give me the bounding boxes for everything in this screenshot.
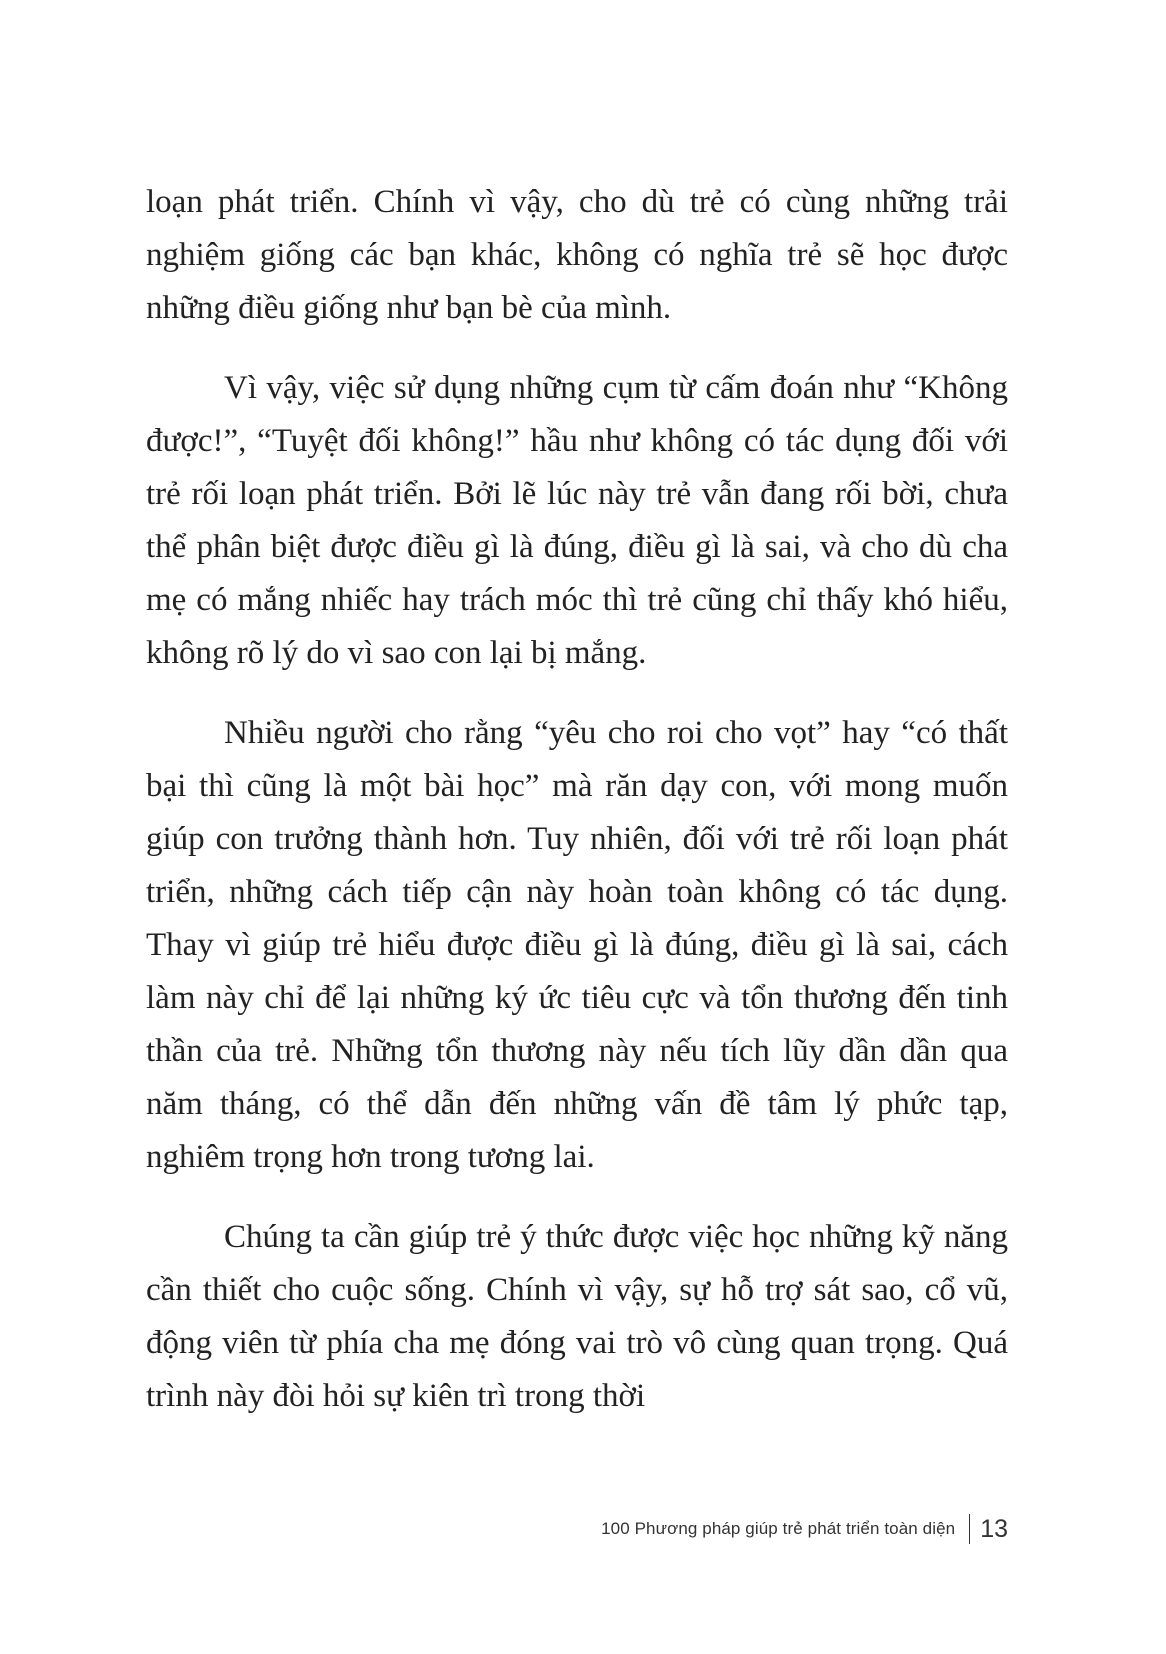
running-title: 100 Phương pháp giúp trẻ phát triển toàn diện (601, 1519, 956, 1538)
paragraph: Vì vậy, việc sử dụng những cụm từ cấm đoán như “Không được!”, “Tuyệt đối không!” hầu như không có tác dụng đối với trẻ rối loạn phát triển. Bởi lẽ lúc này trẻ vẫn đang rối bời, chưa thể phân biệt được điều gì là đúng, điều gì là sai, và cho dù cha mẹ có mắng nhiếc hay trách móc thì trẻ cũng chỉ thấy khó hiểu, không rõ lý do vì sao con lại bị mắng. (146, 370, 1008, 671)
body-text (146, 176, 1008, 1423)
page-number: 13 (980, 1514, 1008, 1543)
page-footer (601, 1512, 1008, 1546)
footer-divider (969, 1514, 970, 1544)
paragraph: Nhiều người cho rằng “yêu cho roi cho vọt” hay “có thất bại thì cũng là một bài học” mà răn dạy con, với mong muốn giúp con trưởng thành hơn. Tuy nhiên, đối với trẻ rối loạn phát triển, những cách tiếp cận này hoàn toàn không có tác dụng. Thay vì giúp trẻ hiểu được điều gì là đúng, điều gì là sai, cách làm này chỉ để lại những ký ức tiêu cực và tổn thương đến tinh thần của trẻ. Những tổn thương này nếu tích lũy dần dần qua năm tháng, có thể dẫn đến những vấn đề tâm lý phức tạp, nghiêm trọng hơn trong tương lai. (146, 715, 1008, 1175)
paragraph: Chúng ta cần giúp trẻ ý thức được việc học những kỹ năng cần thiết cho cuộc sống. Chính vì vậy, sự hỗ trợ sát sao, cổ vũ, động viên từ phía cha mẹ đóng vai trò vô cùng quan trọng. Quá trình này đòi hỏi sự kiên trì trong thời (146, 1219, 1008, 1414)
paragraph-continued: loạn phát triển. Chính vì vậy, cho dù trẻ có cùng những trải nghiệm giống các bạn khác, không có nghĩa trẻ sẽ học được những điều giống như bạn bè của mình. (146, 184, 1008, 326)
